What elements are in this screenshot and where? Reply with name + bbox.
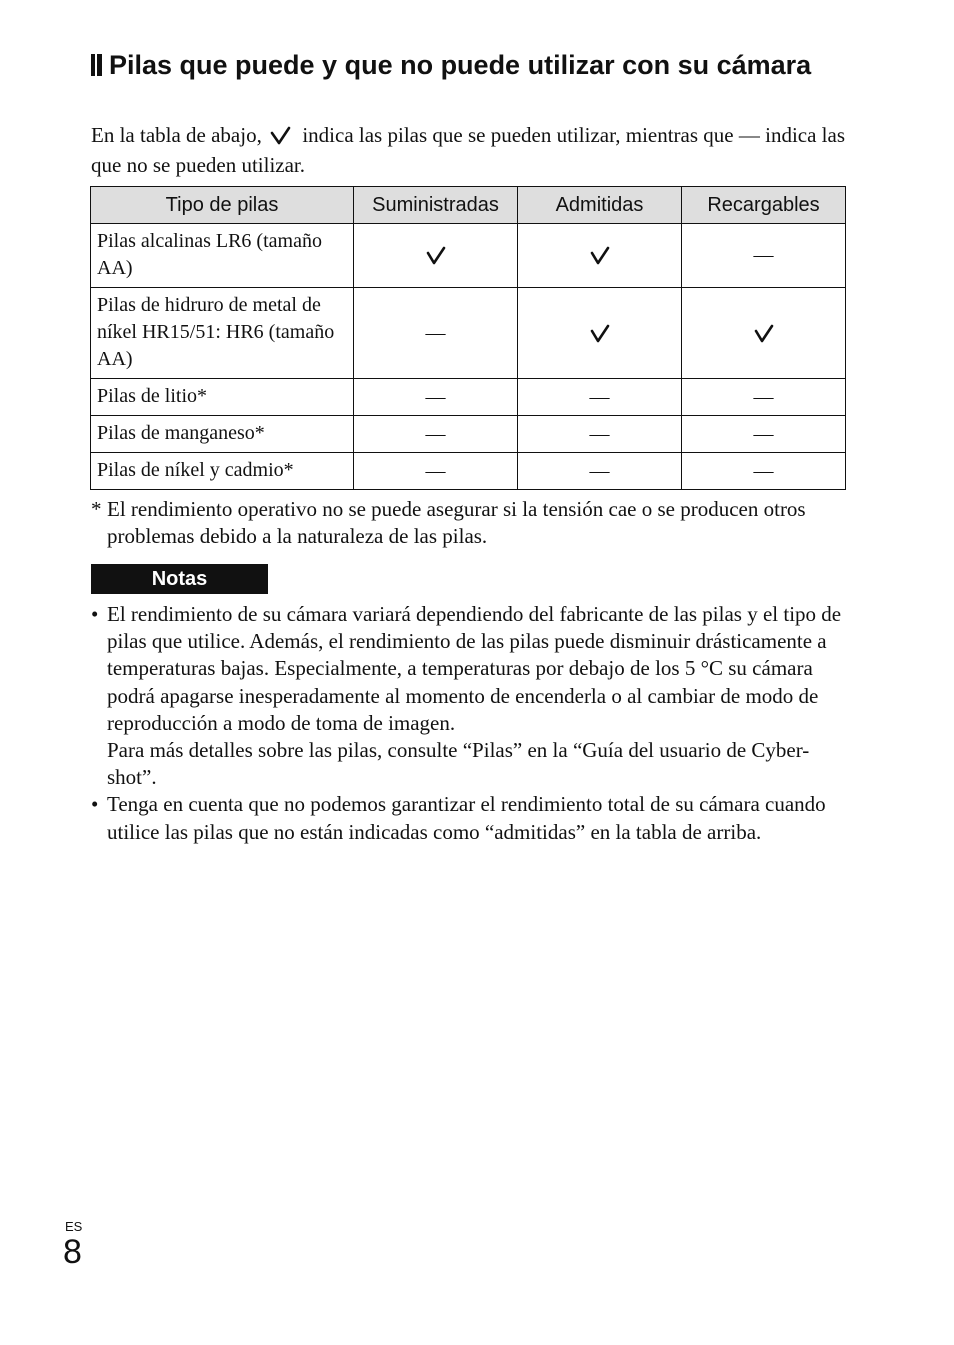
table-footnote [91,496,851,550]
table-row [91,416,846,453]
table-header-row [91,187,846,224]
mark-cell [682,453,846,490]
battery-type-cell: Pilas de níkel y cadmio* [91,453,354,490]
mark-cell [354,453,518,490]
section-marker-icon [91,54,102,76]
battery-type-cell: Pilas de manganeso* [91,416,354,453]
mark-cell [354,379,518,416]
note-paragraph: El rendimiento de su cámara variará dependiendo del fabricante de las pilas y el tipo de pilas que utilice. Además, el rendimiento de las pilas puede disminuir drásticamente a temperaturas bajas. Especialmente, a temperaturas por debajo de los 5 °C su cámara podrá apagarse inesperadamente al momento de encenderla o al cambiar de modo de reproducción a modo de toma de imagen. [107,602,842,735]
note-paragraph: Tenga en cuenta que no podemos garantizar el rendimiento total de su cámara cuando utilice las pilas que no están indicadas como “admitidas” en la tabla de arriba. [107,792,826,844]
page-number: 8 [63,1233,82,1271]
table-row [91,453,846,490]
header-supplied: Suministradas [354,187,518,224]
mark-cell [518,453,682,490]
dash-mark: — [425,422,446,445]
dash-mark: — [753,422,774,445]
mark-cell [682,224,846,288]
header-battery-type: Tipo de pilas [91,187,354,224]
check-icon [269,126,293,146]
dash-mark: — [425,385,446,408]
check-icon [589,324,611,344]
footnote-text: El rendimiento operativo no se puede asegurar si la tensión cae o se producen otros problemas debido a la naturaleza de las pilas. [107,497,806,548]
section-heading-text: Pilas que puede y que no puede utilizar con su cámara [109,50,812,80]
mark-cell [682,288,846,379]
note-paragraph: Para más detalles sobre las pilas, consulte “Pilas” en la “Guía del usuario de Cyber-shot”. [107,738,810,790]
table-row [91,224,846,288]
list-item [91,601,851,791]
bullet-icon: • [91,602,99,626]
mark-cell [518,416,682,453]
header-supported: Admitidas [518,187,682,224]
dash-mark: — [753,385,774,408]
table-row [91,379,846,416]
battery-type-cell: Pilas de hidruro de metal de níkel HR15/51: HR6 (tamaño AA) [91,288,354,379]
mark-cell [354,416,518,453]
dash-mark: — [753,244,774,266]
footnote-asterisk: * [91,497,102,521]
mark-cell [354,288,518,379]
battery-type-cell: Pilas alcalinas LR6 (tamaño AA) [91,224,354,288]
section-heading [91,49,871,81]
mark-cell [682,379,846,416]
page-language-code: ES [65,1219,83,1234]
check-icon [753,324,775,344]
dash-mark: — [589,459,610,482]
intro-text-end: indica las pilas que se pueden utilizar, mientras que — indica las que no se pueden utilizar. [91,123,846,177]
dash-mark: — [425,321,446,344]
dash-mark: — [425,459,446,482]
check-icon [425,246,447,266]
mark-cell [354,224,518,288]
check-icon [589,246,611,266]
mark-cell [518,288,682,379]
battery-type-cell: Pilas de litio* [91,379,354,416]
notes-list [91,601,851,846]
battery-compatibility-table [90,186,846,490]
mark-cell [518,224,682,288]
dash-mark: — [753,459,774,482]
list-item [91,791,851,845]
notes-label: Notas [91,564,268,594]
dash-mark: — [589,422,610,445]
mark-cell [518,379,682,416]
header-rechargeable: Recargables [682,187,846,224]
table-row [91,288,846,379]
intro-text-start: En la tabla de abajo, [91,123,262,147]
mark-cell [682,416,846,453]
intro-paragraph [91,120,851,180]
bullet-icon: • [91,792,99,817]
dash-mark: — [589,385,610,408]
